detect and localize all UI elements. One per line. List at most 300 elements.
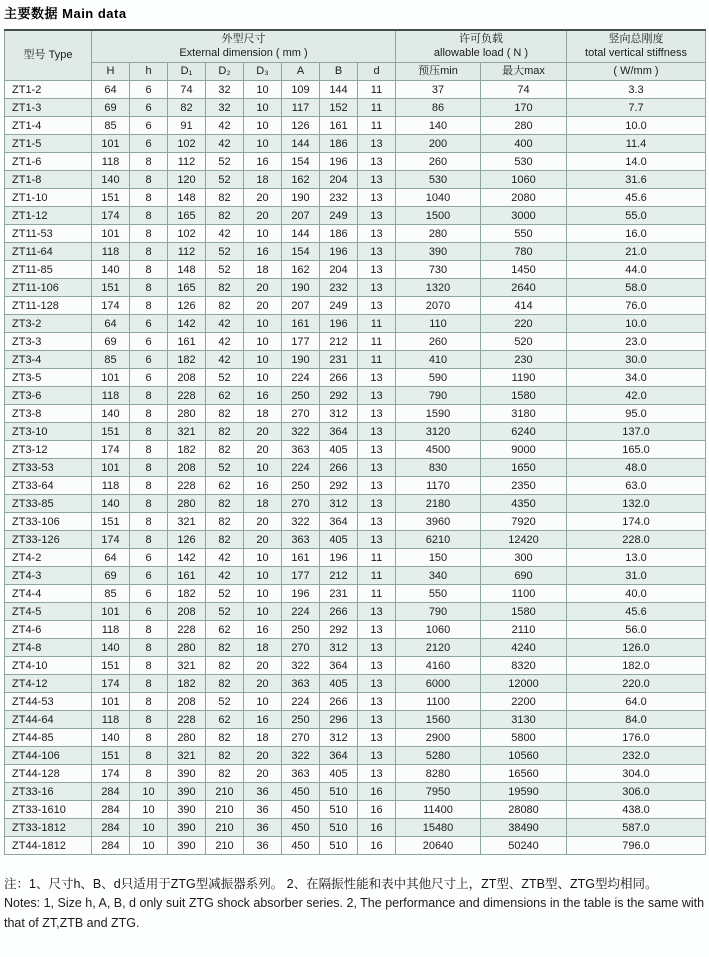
- value-cell: 85: [92, 351, 130, 369]
- value-cell: 400: [481, 135, 567, 153]
- value-cell: 11: [358, 333, 396, 351]
- value-cell: 6: [130, 315, 168, 333]
- value-cell: 8: [130, 495, 168, 513]
- value-cell: 8: [130, 243, 168, 261]
- value-cell: 12000: [481, 675, 567, 693]
- value-cell: 13: [358, 225, 396, 243]
- value-cell: 10: [244, 333, 282, 351]
- table-header: [5, 30, 706, 81]
- value-cell: 364: [320, 423, 358, 441]
- value-cell: 13: [358, 171, 396, 189]
- value-cell: 20: [244, 513, 282, 531]
- value-cell: 390: [168, 819, 206, 837]
- value-cell: 790: [396, 387, 481, 405]
- table-row: [5, 279, 706, 297]
- value-cell: 340: [396, 567, 481, 585]
- table-row: [5, 171, 706, 189]
- value-cell: 6: [130, 549, 168, 567]
- value-cell: 11: [358, 549, 396, 567]
- value-cell: 42: [206, 351, 244, 369]
- value-cell: 450: [282, 783, 320, 801]
- type-cell: ZT11-64: [5, 243, 92, 261]
- value-cell: 69: [92, 333, 130, 351]
- value-cell: 249: [320, 297, 358, 315]
- value-cell: 6: [130, 135, 168, 153]
- value-cell: 196: [320, 549, 358, 567]
- value-cell: 19590: [481, 783, 567, 801]
- value-cell: 13: [358, 369, 396, 387]
- value-cell: 174: [92, 675, 130, 693]
- value-cell: 8: [130, 387, 168, 405]
- value-cell: 91: [168, 117, 206, 135]
- value-cell: 140: [92, 261, 130, 279]
- value-cell: 13: [358, 639, 396, 657]
- value-cell: 151: [92, 747, 130, 765]
- value-cell: 55.0: [567, 207, 706, 225]
- value-cell: 405: [320, 765, 358, 783]
- type-cell: ZT1-4: [5, 117, 92, 135]
- value-cell: 322: [282, 747, 320, 765]
- value-cell: 140: [92, 171, 130, 189]
- value-cell: 182: [168, 351, 206, 369]
- value-cell: 8: [130, 423, 168, 441]
- type-cell: ZT1-8: [5, 171, 92, 189]
- value-cell: 82: [206, 279, 244, 297]
- value-cell: 208: [168, 603, 206, 621]
- value-cell: 10: [244, 585, 282, 603]
- value-cell: 363: [282, 675, 320, 693]
- value-cell: 13: [358, 675, 396, 693]
- value-cell: 8: [130, 765, 168, 783]
- value-cell: 8: [130, 207, 168, 225]
- value-cell: 20: [244, 279, 282, 297]
- table-row: [5, 81, 706, 99]
- value-cell: 82: [206, 423, 244, 441]
- value-cell: 200: [396, 135, 481, 153]
- value-cell: 52: [206, 585, 244, 603]
- table-row: [5, 765, 706, 783]
- value-cell: 126: [168, 297, 206, 315]
- value-cell: 148: [168, 261, 206, 279]
- value-cell: 210: [206, 801, 244, 819]
- value-cell: 12420: [481, 531, 567, 549]
- value-cell: 6: [130, 351, 168, 369]
- value-cell: 2070: [396, 297, 481, 315]
- value-cell: 20640: [396, 837, 481, 855]
- value-cell: 11: [358, 315, 396, 333]
- table-row: [5, 99, 706, 117]
- value-cell: 45.6: [567, 189, 706, 207]
- value-cell: 13: [358, 729, 396, 747]
- value-cell: 118: [92, 477, 130, 495]
- value-cell: 101: [92, 603, 130, 621]
- value-cell: 3180: [481, 405, 567, 423]
- value-cell: 13: [358, 261, 396, 279]
- value-cell: 405: [320, 675, 358, 693]
- value-cell: 363: [282, 765, 320, 783]
- value-cell: 174.0: [567, 513, 706, 531]
- value-cell: 270: [282, 639, 320, 657]
- value-cell: 16: [244, 621, 282, 639]
- value-cell: 220.0: [567, 675, 706, 693]
- value-cell: 151: [92, 423, 130, 441]
- value-cell: 148: [168, 189, 206, 207]
- value-cell: 177: [282, 567, 320, 585]
- value-cell: 8: [130, 675, 168, 693]
- value-cell: 364: [320, 513, 358, 531]
- value-cell: 266: [320, 603, 358, 621]
- value-cell: 8: [130, 153, 168, 171]
- page-title-en: Main data: [62, 6, 127, 21]
- value-cell: 6240: [481, 423, 567, 441]
- value-cell: 15480: [396, 819, 481, 837]
- value-cell: 8: [130, 189, 168, 207]
- note-zh: 注：1、尺寸h、B、d只适用于ZTG型减振器系列。 2、在隔振性能和表中其他尺寸上，ZT型、ZTB型、ZTG型均相同。: [4, 877, 658, 891]
- value-cell: 18: [244, 405, 282, 423]
- type-cell: ZT3-12: [5, 441, 92, 459]
- value-cell: 16: [358, 819, 396, 837]
- value-cell: 20: [244, 765, 282, 783]
- value-cell: 161: [320, 117, 358, 135]
- type-cell: ZT44-1812: [5, 837, 92, 855]
- value-cell: 18: [244, 261, 282, 279]
- type-cell: ZT33-64: [5, 477, 92, 495]
- value-cell: 174: [92, 297, 130, 315]
- value-cell: 9000: [481, 441, 567, 459]
- value-cell: 364: [320, 747, 358, 765]
- value-cell: 182.0: [567, 657, 706, 675]
- value-cell: 21.0: [567, 243, 706, 261]
- value-cell: 82: [206, 495, 244, 513]
- value-cell: 8: [130, 477, 168, 495]
- value-cell: 8: [130, 657, 168, 675]
- value-cell: 2900: [396, 729, 481, 747]
- value-cell: 18: [244, 495, 282, 513]
- value-cell: 300: [481, 549, 567, 567]
- value-cell: 170: [481, 99, 567, 117]
- value-cell: 174: [92, 765, 130, 783]
- value-cell: 18: [244, 639, 282, 657]
- value-cell: 13: [358, 477, 396, 495]
- value-cell: 8: [130, 171, 168, 189]
- value-cell: 109: [282, 81, 320, 99]
- value-cell: 5280: [396, 747, 481, 765]
- value-cell: 312: [320, 639, 358, 657]
- value-cell: 150: [396, 549, 481, 567]
- vertical-stiffness-label-zh: 竖向总刚度: [608, 32, 664, 45]
- value-cell: 306.0: [567, 783, 706, 801]
- value-cell: 13: [358, 513, 396, 531]
- value-cell: 730: [396, 261, 481, 279]
- table-row: [5, 351, 706, 369]
- value-cell: 1100: [481, 585, 567, 603]
- value-cell: 304.0: [567, 765, 706, 783]
- value-cell: 118: [92, 621, 130, 639]
- value-cell: 32: [206, 99, 244, 117]
- value-cell: 232.0: [567, 747, 706, 765]
- value-cell: 118: [92, 243, 130, 261]
- value-cell: 266: [320, 369, 358, 387]
- value-cell: 690: [481, 567, 567, 585]
- col-header-d: d: [358, 63, 396, 81]
- value-cell: 10: [244, 567, 282, 585]
- value-cell: 62: [206, 711, 244, 729]
- value-cell: 190: [282, 189, 320, 207]
- table-row: [5, 549, 706, 567]
- value-cell: 16: [244, 243, 282, 261]
- col-header-D1: D₁: [168, 63, 206, 81]
- col-header-h: h: [130, 63, 168, 81]
- col-header-A: A: [282, 63, 320, 81]
- value-cell: 142: [168, 315, 206, 333]
- col-group-vertical-stiffness: [567, 30, 706, 63]
- value-cell: 364: [320, 657, 358, 675]
- value-cell: 177: [282, 333, 320, 351]
- value-cell: 132.0: [567, 495, 706, 513]
- type-cell: ZT1-6: [5, 153, 92, 171]
- value-cell: 796.0: [567, 837, 706, 855]
- value-cell: 390: [168, 765, 206, 783]
- value-cell: 13: [358, 621, 396, 639]
- value-cell: 13: [358, 279, 396, 297]
- value-cell: 228: [168, 477, 206, 495]
- table-row: [5, 639, 706, 657]
- value-cell: 13: [358, 441, 396, 459]
- value-cell: 144: [282, 135, 320, 153]
- value-cell: 161: [282, 549, 320, 567]
- value-cell: 228.0: [567, 531, 706, 549]
- value-cell: 16: [358, 783, 396, 801]
- value-cell: 140: [92, 729, 130, 747]
- value-cell: 11.4: [567, 135, 706, 153]
- value-cell: 5800: [481, 729, 567, 747]
- value-cell: 8: [130, 747, 168, 765]
- value-cell: 82: [206, 639, 244, 657]
- value-cell: 151: [92, 279, 130, 297]
- value-cell: 224: [282, 603, 320, 621]
- value-cell: 152: [320, 99, 358, 117]
- value-cell: 95.0: [567, 405, 706, 423]
- value-cell: 13: [358, 459, 396, 477]
- value-cell: 590: [396, 369, 481, 387]
- value-cell: 82: [206, 441, 244, 459]
- page-title: [0, 0, 709, 22]
- value-cell: 390: [168, 801, 206, 819]
- table-row: [5, 621, 706, 639]
- value-cell: 16.0: [567, 225, 706, 243]
- value-cell: 228: [168, 711, 206, 729]
- value-cell: 224: [282, 693, 320, 711]
- value-cell: 4240: [481, 639, 567, 657]
- value-cell: 587.0: [567, 819, 706, 837]
- value-cell: 52: [206, 153, 244, 171]
- table-body: [5, 81, 706, 855]
- value-cell: 42.0: [567, 387, 706, 405]
- type-cell: ZT1-3: [5, 99, 92, 117]
- value-cell: 210: [206, 819, 244, 837]
- value-cell: 28080: [481, 801, 567, 819]
- value-cell: 126.0: [567, 639, 706, 657]
- value-cell: 10: [244, 603, 282, 621]
- value-cell: 224: [282, 459, 320, 477]
- value-cell: 7.7: [567, 99, 706, 117]
- value-cell: 62: [206, 477, 244, 495]
- value-cell: 162: [282, 171, 320, 189]
- value-cell: 1320: [396, 279, 481, 297]
- value-cell: 186: [320, 135, 358, 153]
- value-cell: 2350: [481, 477, 567, 495]
- table-row: [5, 135, 706, 153]
- value-cell: 280: [168, 495, 206, 513]
- type-cell: ZT1-10: [5, 189, 92, 207]
- table-row: [5, 693, 706, 711]
- type-cell: ZT1-5: [5, 135, 92, 153]
- table-row: [5, 711, 706, 729]
- value-cell: 230: [481, 351, 567, 369]
- type-cell: ZT1-2: [5, 81, 92, 99]
- value-cell: 16: [244, 477, 282, 495]
- value-cell: 52: [206, 603, 244, 621]
- value-cell: 10: [244, 351, 282, 369]
- value-cell: 363: [282, 531, 320, 549]
- value-cell: 13.0: [567, 549, 706, 567]
- value-cell: 6: [130, 99, 168, 117]
- value-cell: 250: [282, 387, 320, 405]
- value-cell: 284: [92, 837, 130, 855]
- value-cell: 182: [168, 441, 206, 459]
- value-cell: 1060: [396, 621, 481, 639]
- value-cell: 1060: [481, 171, 567, 189]
- value-cell: 450: [282, 819, 320, 837]
- value-cell: 48.0: [567, 459, 706, 477]
- value-cell: 8: [130, 261, 168, 279]
- value-cell: 52: [206, 243, 244, 261]
- col-header-H: H: [92, 63, 130, 81]
- value-cell: 52: [206, 171, 244, 189]
- value-cell: 64.0: [567, 693, 706, 711]
- value-cell: 8: [130, 297, 168, 315]
- value-cell: 292: [320, 477, 358, 495]
- value-cell: 266: [320, 693, 358, 711]
- value-cell: 2200: [481, 693, 567, 711]
- value-cell: 42: [206, 333, 244, 351]
- table-row: [5, 531, 706, 549]
- value-cell: 450: [282, 837, 320, 855]
- table-row: [5, 495, 706, 513]
- type-cell: ZT3-5: [5, 369, 92, 387]
- value-cell: 228: [168, 387, 206, 405]
- value-cell: 11: [358, 585, 396, 603]
- value-cell: 321: [168, 657, 206, 675]
- value-cell: 82: [206, 513, 244, 531]
- value-cell: 8280: [396, 765, 481, 783]
- type-cell: ZT33-16: [5, 783, 92, 801]
- value-cell: 1580: [481, 387, 567, 405]
- value-cell: 69: [92, 567, 130, 585]
- value-cell: 10: [130, 801, 168, 819]
- value-cell: 165.0: [567, 441, 706, 459]
- value-cell: 64: [92, 315, 130, 333]
- value-cell: 82: [206, 729, 244, 747]
- table-row: [5, 333, 706, 351]
- value-cell: 42: [206, 567, 244, 585]
- value-cell: 82: [206, 297, 244, 315]
- value-cell: 36: [244, 801, 282, 819]
- type-cell: ZT33-1610: [5, 801, 92, 819]
- value-cell: 250: [282, 621, 320, 639]
- col-header-stiffness-unit: ( W/mm ): [567, 63, 706, 81]
- value-cell: 220: [481, 315, 567, 333]
- value-cell: 13: [358, 135, 396, 153]
- value-cell: 126: [168, 531, 206, 549]
- value-cell: 52: [206, 261, 244, 279]
- value-cell: 11: [358, 351, 396, 369]
- value-cell: 3.3: [567, 81, 706, 99]
- type-cell: ZT44-53: [5, 693, 92, 711]
- value-cell: 8: [130, 225, 168, 243]
- value-cell: 20: [244, 207, 282, 225]
- value-cell: 10: [244, 693, 282, 711]
- value-cell: 30.0: [567, 351, 706, 369]
- table-row: [5, 477, 706, 495]
- value-cell: 137.0: [567, 423, 706, 441]
- value-cell: 10: [130, 837, 168, 855]
- value-cell: 102: [168, 135, 206, 153]
- value-cell: 3120: [396, 423, 481, 441]
- value-cell: 284: [92, 819, 130, 837]
- table-row: [5, 513, 706, 531]
- value-cell: 208: [168, 369, 206, 387]
- value-cell: 10.0: [567, 315, 706, 333]
- type-cell: ZT33-126: [5, 531, 92, 549]
- value-cell: 8: [130, 711, 168, 729]
- value-cell: 11: [358, 567, 396, 585]
- value-cell: 8: [130, 531, 168, 549]
- value-cell: 8: [130, 279, 168, 297]
- value-cell: 322: [282, 513, 320, 531]
- value-cell: 6000: [396, 675, 481, 693]
- value-cell: 161: [282, 315, 320, 333]
- value-cell: 118: [92, 387, 130, 405]
- value-cell: 292: [320, 387, 358, 405]
- table-row: [5, 297, 706, 315]
- type-cell: ZT3-10: [5, 423, 92, 441]
- value-cell: 10: [244, 549, 282, 567]
- value-cell: 530: [396, 171, 481, 189]
- value-cell: 62: [206, 621, 244, 639]
- value-cell: 1040: [396, 189, 481, 207]
- value-cell: 13: [358, 603, 396, 621]
- value-cell: 2120: [396, 639, 481, 657]
- value-cell: 7920: [481, 513, 567, 531]
- value-cell: 52: [206, 459, 244, 477]
- value-cell: 196: [320, 315, 358, 333]
- value-cell: 154: [282, 243, 320, 261]
- value-cell: 6: [130, 603, 168, 621]
- type-cell: ZT44-64: [5, 711, 92, 729]
- value-cell: 13: [358, 423, 396, 441]
- value-cell: 42: [206, 315, 244, 333]
- value-cell: 4160: [396, 657, 481, 675]
- type-cell: ZT44-128: [5, 765, 92, 783]
- value-cell: 2180: [396, 495, 481, 513]
- table-row: [5, 189, 706, 207]
- value-cell: 196: [282, 585, 320, 603]
- value-cell: 550: [481, 225, 567, 243]
- table-row: [5, 441, 706, 459]
- value-cell: 38490: [481, 819, 567, 837]
- value-cell: 196: [320, 153, 358, 171]
